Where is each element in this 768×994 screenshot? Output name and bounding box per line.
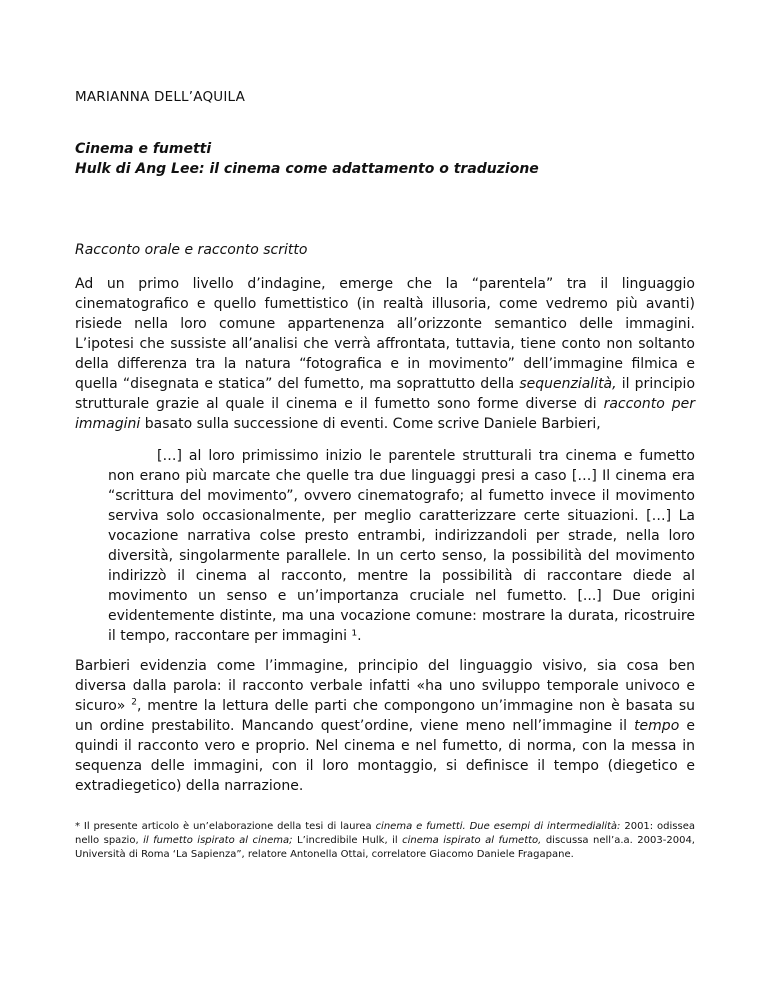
article-title <box>75 139 695 179</box>
paragraph-1 <box>75 274 695 434</box>
paragraph-2-emphasis: tempo <box>634 718 680 734</box>
paragraph-1-text: basato sulla successione di eventi. Come scrive Daniele Barbieri, <box>140 416 601 432</box>
paragraph-2-text: e quindi il racconto vero e proprio. Nel cinema e nel fumetto, di norma, con la messa in sequenza delle immagini, con il loro montaggio, si definisce il tempo (diegetico e extradiegetico) della narrazione. <box>75 718 695 794</box>
paragraph-2-text: Barbieri evidenzia come l’immagine, principio del linguaggio visivo, sia cosa ben diversa dalla parola: il racconto verbale infatti «ha uno sviluppo temporale univoco e sicuro» <box>75 658 695 714</box>
footnote-text: L’incredibile Hulk, il <box>292 835 403 846</box>
paragraph-1-emphasis: racconto per immagini <box>75 396 695 432</box>
block-quote: […] al loro primissimo inizio le parentele strutturali tra cinema e fumetto non erano più marcate che quelle tra due linguaggi presi a caso […] Il cinema era “scrittura del movimento”, ovvero cinematografo; al fumetto invece il movimento serviva solo occasionalmente, per meglio caratterizzare certe situazioni. […] La vocazione narrativa colse presto entrambi, indirizzandoli per strade, nella loro diversità, singolarmente parallele. In un certo senso, la possibilità del movimento indirizzò il cinema al racconto, mentre la possibilità di raccontare diede al movimento un senso e un’importanza cruciale nel fumetto. [...] Due origini evidentemente distinte, ma una vocazione comune: mostrare la durata, ricostruire il tempo, raccontare per immagini ¹. <box>108 448 695 644</box>
paragraph-2-text: , mentre la lettura delle parti che compongono un’immagine non è basata su un ordine prestabilito. Mancando quest’ordine, viene meno nell’immagine il <box>75 698 695 734</box>
footnote <box>75 820 695 862</box>
footnote-text: 2001: odissea nello spazio, <box>75 821 696 846</box>
footnote-emphasis: cinema e fumetti. Due esempi di intermedialità: <box>375 821 621 832</box>
footnote-emphasis: cinema ispirato al fumetto, <box>402 835 542 846</box>
footnote-text: * Il presente articolo è un’elaborazione della tesi di laurea <box>75 821 376 832</box>
paragraph-1-emphasis: sequenzialità, <box>519 376 617 392</box>
author-name: MARIANNA DELL’AQUILA <box>75 89 246 105</box>
section-heading: Racconto orale e racconto scritto <box>75 242 308 258</box>
title-line-2: Hulk di Ang Lee: il cinema come adattamento o traduzione <box>75 161 539 177</box>
footnote-emphasis: il fumetto ispirato al cinema; <box>143 835 293 846</box>
paragraph-1-text: Ad un primo livello d’indagine, emerge che la “parentela” tra il linguaggio cinematografico e quello fumettistico (in realtà illusoria, come vedremo più avanti) risiede nella loro comune appartenenza all’orizzonte semantico delle immagini. L’ipotesi che sussiste all’analisi che verrà affrontata, tuttavia, tiene conto non soltanto della differenza tra la natura “fotografica e in movimento” dell’immagine filmica e quella “disegnata e statica” del fumetto, ma soprattutto della <box>75 276 695 392</box>
paragraph-1-text: il principio strutturale grazie al quale il cinema e il fumetto sono forme diverse di <box>75 376 696 412</box>
footnote-text: discussa nell’a.a. 2003-2004, Università di Roma ‘La Sapienza”, relatore Antonella Ottai, correlatore Giacomo Daniele Fragapane. <box>75 835 695 860</box>
footnote-ref: 2 <box>131 697 137 708</box>
title-line-1: Cinema e fumetti <box>75 141 212 157</box>
paragraph-2 <box>75 656 695 796</box>
